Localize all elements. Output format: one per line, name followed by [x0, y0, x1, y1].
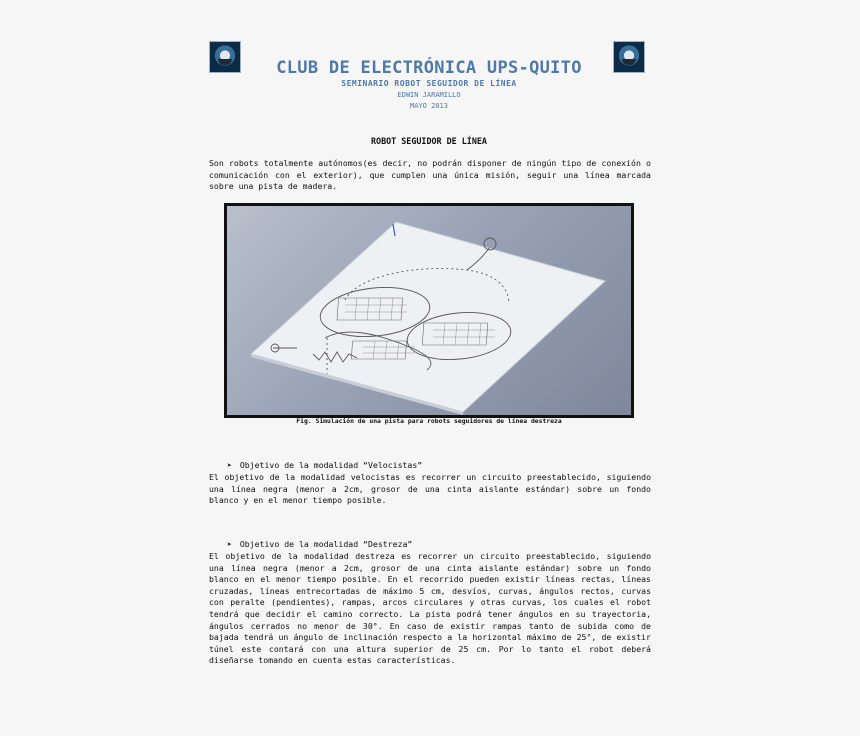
objective-title: Objetivo de la modalidad “Destreza” — [239, 539, 413, 549]
arrow-bullet-icon: ➤ — [227, 461, 232, 470]
figure-caption: Fig. Simulación de una pista para robots seguidores de línea destreza — [296, 417, 562, 425]
document-title: CLUB DE ELECTRÓNICA UPS-QUITO — [276, 58, 582, 78]
objective-velocistas-label — [227, 460, 422, 470]
arrow-bullet-icon: ➤ — [227, 540, 232, 549]
objective-velocistas-text: El objetivo de la modalidad velocistas es recorrer un circuito preestablecido, siguiendo una línea negra (menor a 2cm, grosor de una cinta aislante estándar) sobre un fondo blanco y en el menor tiempo posible. — [209, 472, 651, 506]
intro-paragraph: Son robots totalmente autónomos(es decir, no podrán disponer de ningún tipo de conexión o comunicación con el exterior), que cumplen una única misión, seguir una línea marcada sobre una pista de madera. — [209, 158, 651, 192]
document-subtitle: SEMINARIO ROBOT SEGUIDOR DE LÍNEA — [341, 79, 517, 88]
section-heading: ROBOT SEGUIDOR DE LÍNEA — [371, 136, 487, 146]
document-page — [199, 30, 661, 736]
objective-destreza-label — [227, 539, 412, 549]
document-date: MAYO 2013 — [410, 102, 448, 110]
objective-title: Objetivo de la modalidad “Velocistas” — [239, 460, 423, 470]
objective-destreza-text: El objetivo de la modalidad destreza es recorrer un circuito preestablecido, siguiendo una línea negra (menor a 2cm, grosor de una cinta aislante estándar) sobre un fondo blanco en el menor tiempo posible. En el recorrido pueden existir líneas rectas, líneas cruzadas, líneas entrecortadas de máximo 5 cm, desvíos, curvas, ángulos rectos, curvas con peralte (pendientes), rampas, arcos circulares y otras curvas, los cuales el robot tendrá que decidir el camino correcto. La pista podrá tener ángulos en su trayectoria, ángulos cerrados no menor de 30°. En caso de existir rampas tanto de subida como de bajada tendrá un ángulo de inclinación respecto a la horizontal máximo de 25°, de existir túnel este contará con una altura superior de 25 cm. Por lo tanto el robot deberá diseñarse tomando en cuenta estas características. — [209, 551, 651, 666]
track-figure — [224, 203, 634, 418]
author-name: EDWIN JARAMILLO — [397, 91, 461, 99]
